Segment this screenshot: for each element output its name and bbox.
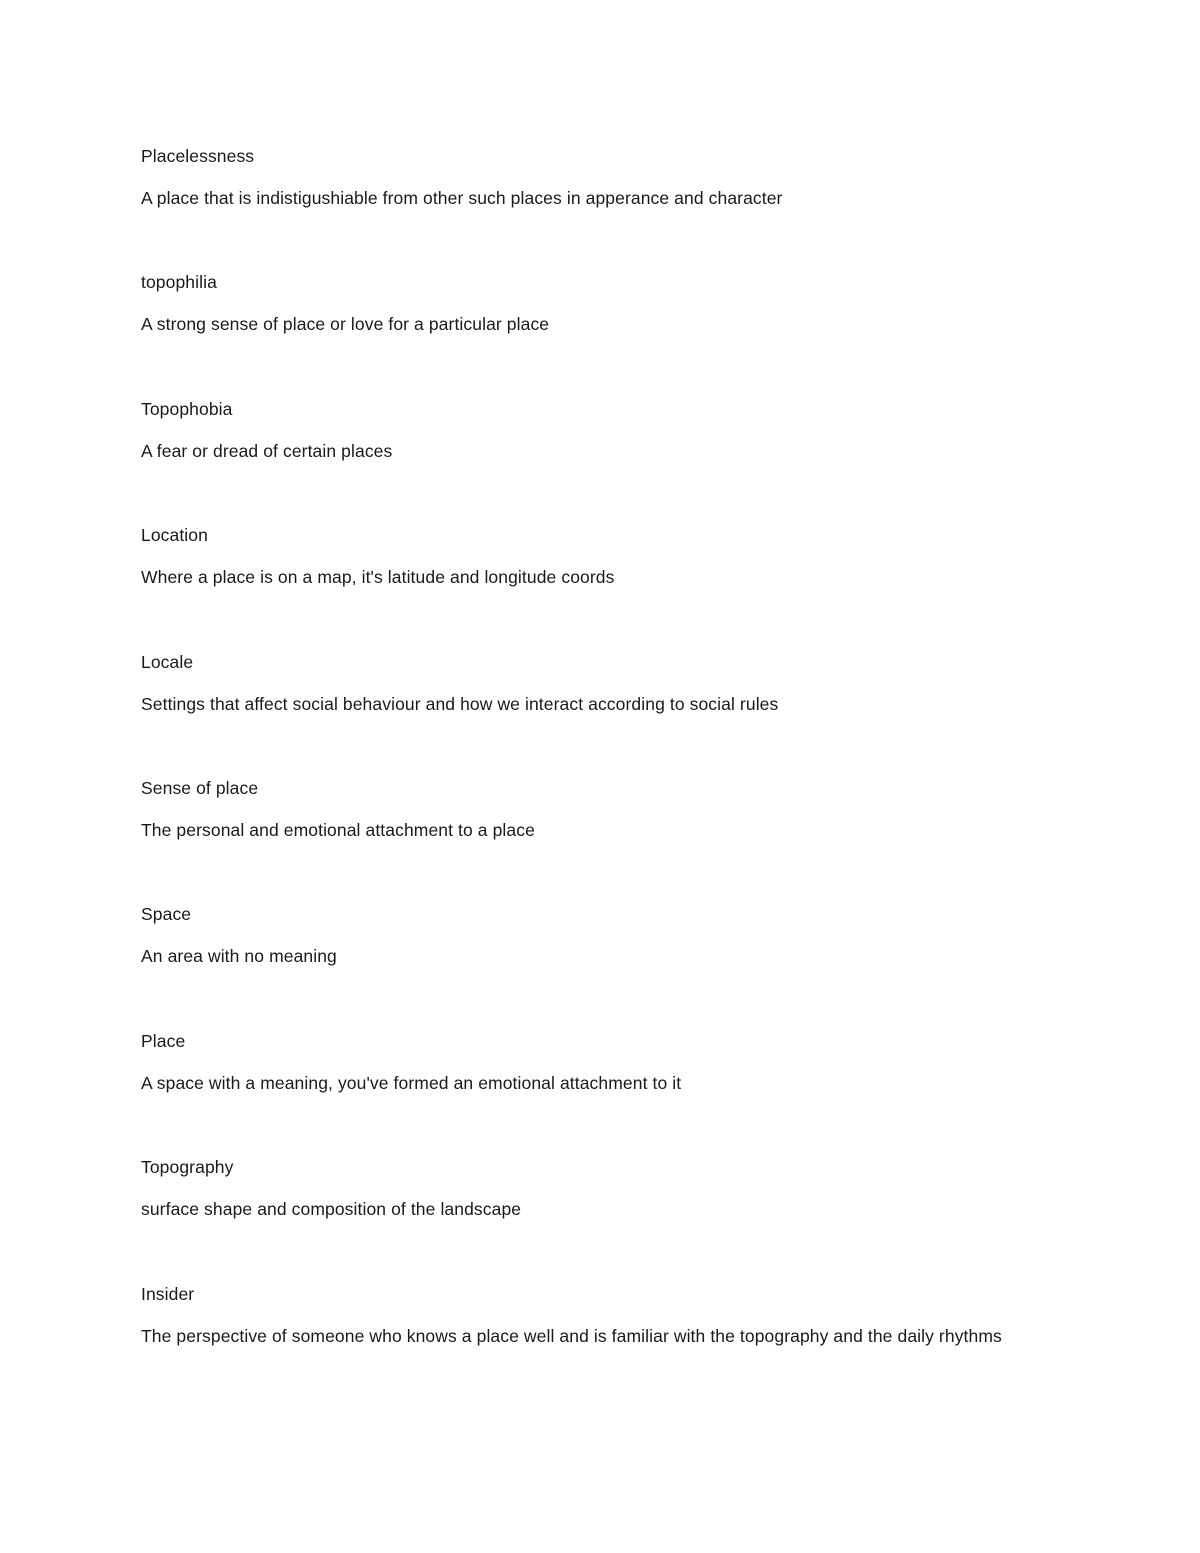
definition: The personal and emotional attachment to a place [141,819,535,840]
term: topophilia [141,272,217,293]
glossary-entry [141,1281,1051,1407]
glossary-entry [141,396,1051,522]
term: Location [141,525,208,546]
definition: The perspective of someone who knows a place well and is familiar with the topography and the daily rhythms [141,1325,1002,1346]
glossary-entry [141,649,1051,775]
glossary-entry [141,269,1051,395]
term: Space [141,904,192,925]
term: Insider [141,1283,195,1304]
term: Place [141,1030,186,1051]
definition: An area with no meaning [141,946,337,967]
definition: surface shape and composition of the landscape [141,1199,522,1220]
term: Locale [141,651,194,672]
term: Placelessness [141,146,255,166]
term: Sense of place [141,777,259,798]
glossary-entry [141,143,1051,269]
term: Topography [141,1157,234,1178]
glossary-entry [141,901,1051,1027]
definition: Settings that affect social behaviour and how we interact according to social rules [141,693,779,714]
glossary-list [141,143,1051,1407]
glossary-entry [141,1028,1051,1154]
definition: Where a place is on a map, it's latitude and longitude coords [141,567,615,588]
glossary-entry [141,522,1051,648]
definition: A space with a meaning, you've formed an emotional attachment to it [141,1072,682,1093]
glossary-entry [141,775,1051,901]
term: Topophobia [141,398,233,419]
definition: A fear or dread of certain places [141,440,393,461]
glossary-entry [141,1154,1051,1280]
definition: A place that is indistigushiable from other such places in apperance and character [141,188,783,208]
definition: A strong sense of place or love for a particular place [141,314,550,335]
